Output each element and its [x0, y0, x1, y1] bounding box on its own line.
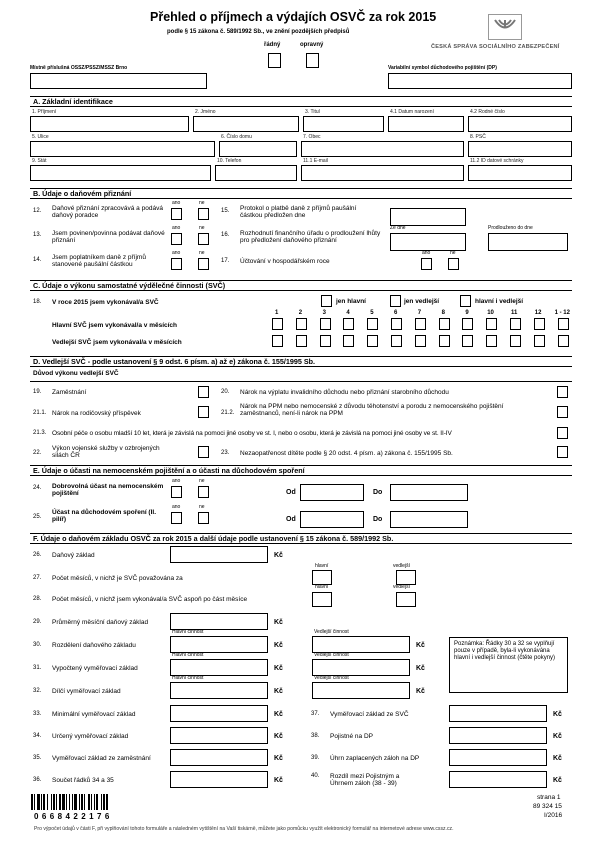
r36-field[interactable] [170, 771, 268, 788]
r22-checkbox[interactable] [198, 446, 209, 458]
r12-no-label: ne [199, 200, 205, 206]
form-subtitle: podle § 15 zákona č. 589/1992 Sb., ve znění pozdějších předpisů [167, 29, 350, 35]
r24-yes-checkbox[interactable] [171, 486, 182, 498]
r39-text: Úhrn zaplacených záloh na DP [330, 755, 420, 762]
r13-text: Jsem povinen/povinna podávat daňové přiznání [52, 230, 165, 245]
r37-text: Vyměřovací základ ze SVČ [330, 711, 409, 718]
r30-secondary-field[interactable] [312, 636, 410, 653]
r34-currency: Kč [274, 733, 283, 740]
r20-number: 20. [221, 389, 230, 395]
first-name-label: 2. Jméno [195, 109, 216, 115]
r40-number: 40. [311, 773, 320, 779]
section-c-header: C. Údaje o výkonu samostatné výdělečné činnosti (SVČ) [30, 280, 572, 291]
r29-text: Průměrný měsíční daňový základ [52, 619, 149, 626]
r26-currency: Kč [274, 552, 283, 559]
main-month-checkbox[interactable] [558, 318, 569, 330]
r30-main-field[interactable] [170, 636, 268, 653]
r25-number: 25. [33, 514, 42, 520]
r33-text: Minimální vyměřovací základ [52, 711, 136, 718]
month-label: 1 - 12 [554, 310, 570, 316]
r24-yes-label: ano [172, 478, 181, 484]
r211-text: Nárok na rodičovský příspěvek [52, 410, 141, 417]
r14-text: Jsem poplatníkem daně z příjmů stanovené paušální částkou [52, 254, 146, 269]
main-month-checkbox[interactable] [415, 318, 426, 330]
r213-checkbox[interactable] [557, 427, 568, 439]
r28-text: Počet měsíců, v nichž jsem vykonával/a SVČ aspoň po část měsíce [52, 596, 248, 603]
r14-no-checkbox[interactable] [198, 258, 209, 270]
r39-number: 39. [311, 755, 320, 761]
r12-no-checkbox[interactable] [198, 208, 209, 220]
r16-number: 16. [221, 232, 230, 238]
r13-no-label: ne [199, 225, 205, 231]
regular-label: řádný [264, 42, 281, 48]
r30-main-label: Hlavní činnost [172, 629, 204, 635]
main-months-label: Hlavní SVČ jsem vykonával/a v měsících [52, 322, 178, 329]
r16-from-field[interactable] [390, 233, 466, 251]
corrective-checkbox[interactable] [306, 53, 319, 68]
r25-no-checkbox[interactable] [198, 512, 209, 524]
page-number: strana 1 [537, 794, 561, 801]
agency-logo-icon [489, 15, 521, 39]
r212-number: 21.2. [221, 410, 235, 416]
month-label: 3 [322, 310, 326, 316]
r26-number: 26. [33, 552, 42, 558]
r38-number: 38. [311, 733, 320, 739]
r38-field[interactable] [449, 727, 547, 744]
form-edition: I/2016 [544, 812, 563, 819]
secondary-month-checkbox[interactable] [343, 335, 354, 347]
r12-yes-checkbox[interactable] [171, 208, 182, 220]
r213-text: Osobní péče o osobu mladší 10 let, která je závislá na pomoci jiné osoby ve st. I, nebo o osobu, která je závislá na pomoci jiné osoby ve st. II-IV [52, 430, 452, 437]
r25-yes-label: ano [172, 504, 181, 510]
r25-text: Účast na důchodovém spoření (II. pilíř) [52, 509, 157, 524]
surname-field[interactable] [30, 116, 189, 132]
r13-number: 13. [33, 232, 42, 238]
barcode-number: 0 6 6 8 4 2 2 1 7 6 [34, 812, 110, 821]
r27-number: 27. [33, 575, 42, 581]
r34-field[interactable] [170, 727, 268, 744]
section-e-header: E. Údaje o účasti na nemocenském pojištění a o účasti na důchodovém spoření [30, 465, 572, 476]
main-month-checkbox[interactable] [343, 318, 354, 330]
r31-secondary-currency: Kč [416, 665, 425, 672]
r31-secondary-label: Vedlejší činnost [314, 652, 349, 658]
phone-label: 10. Telefon [217, 158, 242, 164]
secondary-month-checkbox[interactable] [391, 335, 402, 347]
r37-number: 37. [311, 711, 320, 717]
r33-currency: Kč [274, 711, 283, 718]
r32-main-label: Hlavní činnost [172, 675, 204, 681]
r22-number: 22. [33, 450, 42, 456]
r24-from-field[interactable] [300, 484, 364, 501]
section-d-header: D. Vedlejší SVČ - podle ustanovení § 9 odst. 6 písm. a) až e) zákona č. 155/1995 Sb. [30, 356, 572, 367]
birth-date-label: 4.1 Datum narození [390, 109, 434, 115]
postcode-field[interactable] [468, 141, 572, 157]
r37-field[interactable] [449, 705, 547, 722]
birth-number-field[interactable] [468, 116, 572, 132]
month-label: 1 [275, 310, 279, 316]
r25-to-field[interactable] [390, 511, 468, 528]
r17-no-label: ne [450, 250, 456, 256]
r18-text: V roce 2015 jsem vykonával/a SVČ [52, 299, 159, 306]
r32-secondary-currency: Kč [416, 688, 425, 695]
month-label: 4 [346, 310, 350, 316]
variable-symbol-field[interactable] [388, 73, 572, 89]
r26-text: Daňový základ [52, 552, 95, 559]
email-field[interactable] [301, 165, 464, 181]
main-month-checkbox[interactable] [320, 318, 331, 330]
r28-secondary-field[interactable] [396, 592, 416, 607]
local-office-field[interactable] [30, 73, 207, 89]
r27-secondary-label: vedlejší [393, 563, 410, 569]
r24-text: Dobrovolná účast na nemocenském pojištění [52, 483, 164, 498]
secondary-month-checkbox[interactable] [510, 335, 521, 347]
r29-number: 29. [33, 619, 42, 625]
r211-number: 21.1. [33, 410, 47, 416]
r28-number: 28. [33, 596, 42, 602]
r40-text: Rozdíl mezi Pojistným a Úhrnem záloh (38 - 39) [330, 773, 400, 788]
r35-field[interactable] [170, 749, 268, 766]
r28-secondary-label: vedlejší [393, 584, 410, 590]
only-secondary-label: jen vedlejší [404, 298, 440, 305]
first-name-field[interactable] [193, 116, 299, 132]
only-main-label: jen hlavní [336, 298, 366, 305]
r28-main-label: hlavní [315, 584, 329, 590]
regular-checkbox[interactable] [268, 53, 281, 68]
secondary-months-label: Vedlejší SVČ jsem vykonával/a v měsících [52, 339, 182, 346]
r31-number: 31. [33, 665, 42, 671]
secondary-month-checkbox[interactable] [415, 335, 426, 347]
r36-text: Součet řádků 34 a 35 [52, 777, 114, 784]
month-label: 10 [487, 310, 494, 316]
country-field[interactable] [30, 165, 211, 181]
r16-from-label: Ze dne [390, 225, 406, 231]
r212-checkbox[interactable] [557, 406, 568, 418]
degree-field[interactable] [303, 116, 384, 132]
secondary-month-checkbox[interactable] [486, 335, 497, 347]
secondary-month-checkbox[interactable] [272, 335, 283, 347]
local-office-label: Místně příslušná OSSZ/PSSZ/MSSZ Brno [30, 65, 128, 71]
r27-secondary-field[interactable] [396, 570, 416, 585]
form-title: Přehled o příjmech a výdajích OSVČ za rok 2015 [150, 10, 437, 24]
r25-from-field[interactable] [300, 511, 364, 528]
main-and-secondary-checkbox[interactable] [460, 295, 471, 307]
main-month-checkbox[interactable] [391, 318, 402, 330]
month-label: 2 [298, 310, 303, 316]
r17-text: Účtování v hospodářském roce [240, 258, 330, 265]
r34-text: Určený vyměřovací základ [52, 733, 129, 740]
r12-text: Daňové přiznání zpracovává a podává daňový poradce [52, 205, 163, 220]
r40-currency: Kč [553, 777, 562, 784]
month-label: 9 [465, 310, 469, 316]
r30-text: Rozdělení daňového základu [52, 642, 136, 649]
r31-main-field[interactable] [170, 659, 268, 676]
r213-number: 21.3. [33, 430, 47, 436]
r24-number: 24. [33, 485, 42, 491]
r32-main-currency: Kč [274, 688, 283, 695]
r24-to-label: Do [373, 489, 383, 496]
main-month-checkbox[interactable] [439, 318, 450, 330]
reason-divider [30, 381, 572, 382]
month-label: 6 [394, 310, 398, 316]
r24-from-label: Od [286, 489, 296, 496]
r31-text: Vypočtený vyměřovací základ [52, 665, 138, 672]
r35-currency: Kč [274, 755, 283, 762]
r20-checkbox[interactable] [557, 386, 568, 398]
r212-text: Nárok na PPM nebo nemocenské z důvodu těhotenství a porodu z nemocenského pojištění zaměstnanců, není-li nárok na PPM [240, 403, 504, 418]
r15-text: Protokol o platbě daně z příjmů paušální částkou předložen dne [240, 205, 357, 220]
main-and-secondary-label: hlavní i vedlejší [475, 298, 524, 305]
r211-checkbox[interactable] [198, 406, 209, 418]
r17-number: 17. [221, 258, 230, 264]
surname-label: 1. Příjmení [32, 109, 57, 115]
r17-yes-label: ano [422, 250, 431, 256]
databox-label: 11.2 ID datové schránky [470, 158, 524, 164]
r25-to-label: Do [373, 516, 383, 523]
city-label: 7. Obec [303, 134, 321, 140]
note-box [449, 637, 568, 693]
r15-date-field[interactable] [390, 208, 466, 226]
r38-currency: Kč [553, 733, 562, 740]
degree-label: 3. Titul [305, 109, 320, 115]
section-f-header: F. Údaje o daňovém základu OSVČ za rok 2015 a další údaje podle ustanovení § 15 zákona č. 589/1992 Sb. [30, 533, 572, 544]
r13-yes-label: ano [172, 225, 181, 231]
databox-field[interactable] [468, 165, 572, 181]
footer-notice: Pro výpočet údajů v části F, při vyplňování tohoto formuláře a následném vytištění na Vaší tiskárně, můžete jako pomůcku využít elektronický formulář na internetové adrese www.cssz.cz. [34, 826, 454, 832]
postcode-label: 8. PSČ [470, 134, 486, 140]
phone-field[interactable] [215, 165, 297, 181]
city-field[interactable] [301, 141, 464, 157]
variable-symbol-label: Variabilní symbol důchodového pojištění (DP) [388, 65, 497, 71]
r39-currency: Kč [553, 755, 562, 762]
r31-main-label: Hlavní činnost [172, 652, 204, 658]
main-month-checkbox[interactable] [296, 318, 307, 330]
r23-number: 23. [221, 450, 230, 456]
r35-number: 35. [33, 755, 42, 761]
r23-text: Nezaopatřenost dítěte podle § 20 odst. 4 písm. a) zákona č. 155/1995 Sb. [240, 450, 453, 457]
r29-field[interactable] [170, 613, 268, 630]
r23-checkbox[interactable] [557, 446, 568, 458]
r15-number: 15. [221, 208, 230, 214]
r32-number: 32. [33, 688, 42, 694]
secondary-month-checkbox[interactable] [558, 335, 569, 347]
agency-logo [488, 14, 522, 40]
main-month-checkbox[interactable] [486, 318, 497, 330]
secondary-month-checkbox[interactable] [296, 335, 307, 347]
r27-main-label: hlavní [315, 563, 329, 569]
month-label: 7 [417, 310, 422, 316]
secondary-month-checkbox[interactable] [320, 335, 331, 347]
r14-number: 14. [33, 257, 42, 263]
main-month-checkbox[interactable] [272, 318, 283, 330]
r30-number: 30. [33, 642, 42, 648]
secondary-month-checkbox[interactable] [439, 335, 450, 347]
r25-from-label: Od [286, 516, 296, 523]
r27-main-field[interactable] [312, 570, 332, 585]
r40-field[interactable] [449, 771, 547, 788]
r33-number: 33. [33, 711, 42, 717]
r33-field[interactable] [170, 705, 268, 722]
street-label: 5. Ulice [32, 134, 49, 140]
main-month-checkbox[interactable] [367, 318, 378, 330]
month-label: 8 [441, 310, 445, 316]
r17-no-checkbox[interactable] [448, 258, 459, 270]
house-number-field[interactable] [219, 141, 297, 157]
r28-main-field[interactable] [312, 592, 332, 607]
r22-text: Výkon vojenské služby v ozbrojených silách ČR [52, 445, 160, 460]
secondary-month-checkbox[interactable] [462, 335, 473, 347]
r32-main-field[interactable] [170, 682, 268, 699]
r17-yes-checkbox[interactable] [421, 258, 432, 270]
r34-number: 34. [33, 733, 42, 739]
r30-secondary-label: Vedlejší činnost [314, 629, 349, 635]
birth-date-field[interactable] [388, 116, 464, 132]
barcode [31, 794, 143, 810]
country-label: 9. Stát [32, 158, 47, 164]
section-b-header: B. Údaje o daňovém přiznání [30, 188, 572, 199]
form-code: 89 324 15 [533, 803, 562, 810]
street-field[interactable] [30, 141, 215, 157]
r16-text: Rozhodnutí finančního úřadu o prodloužení lhůty pro předložení daňového přiznání [240, 230, 381, 245]
r25-no-label: ne [199, 504, 205, 510]
reason-subheader: Důvod výkonu vedlejší SVČ [33, 370, 119, 377]
main-month-checkbox[interactable] [510, 318, 521, 330]
r18-number: 18. [33, 299, 42, 305]
corrective-label: opravný [300, 42, 324, 48]
main-month-checkbox[interactable] [534, 318, 545, 330]
r31-secondary-field[interactable] [312, 659, 410, 676]
r13-no-checkbox[interactable] [198, 233, 209, 245]
email-label: 11.1 E-mail [303, 158, 328, 164]
r14-yes-label: ano [172, 250, 181, 256]
r25-yes-checkbox[interactable] [171, 512, 182, 524]
r39-field[interactable] [449, 749, 547, 766]
month-label: 5 [370, 310, 374, 316]
r29-currency: Kč [274, 619, 283, 626]
r32-secondary-label: Vedlejší činnost [314, 675, 349, 681]
r35-text: Vyměřovací základ ze zaměstnání [52, 755, 151, 762]
r36-number: 36. [33, 777, 42, 783]
section-a-header: A. Základní identifikace [30, 96, 572, 107]
secondary-month-checkbox[interactable] [534, 335, 545, 347]
r32-text: Dílčí vyměřovací základ [52, 688, 121, 695]
only-secondary-checkbox[interactable] [390, 295, 401, 307]
birth-number-label: 4.2 Rodné číslo [470, 109, 505, 115]
month-label: 12 [534, 310, 542, 316]
r26-field[interactable] [170, 546, 268, 563]
secondary-month-checkbox[interactable] [367, 335, 378, 347]
r20-text: Nárok na výplatu invalidního důchodu nebo přiznání starobního důchodu [240, 389, 449, 396]
r24-no-label: ne [199, 478, 205, 484]
r24-to-field[interactable] [390, 484, 468, 501]
r19-text: Zaměstnání [52, 389, 87, 396]
r12-number: 12. [33, 208, 42, 214]
house-number-label: 6. Číslo domu [221, 134, 252, 140]
r19-checkbox[interactable] [198, 386, 209, 398]
r27-text: Počet měsíců, v nichž je SVČ považována za [52, 575, 183, 582]
r12-yes-label: ano [172, 200, 181, 206]
r13-yes-checkbox[interactable] [171, 233, 182, 245]
r16-extended-field[interactable] [488, 233, 568, 251]
r30-secondary-currency: Kč [416, 642, 425, 649]
r37-currency: Kč [553, 711, 562, 718]
r14-yes-checkbox[interactable] [171, 258, 182, 270]
r36-currency: Kč [274, 777, 283, 784]
r31-main-currency: Kč [274, 665, 283, 672]
r19-number: 19. [33, 389, 42, 395]
note-text: Poznámka: Řádky 30 a 32 se vyplňují pouze v případě, byla-li vykonávána hlavní i vedlejší činnost (čtěte pokyny) [454, 641, 556, 662]
month-label: 11 [511, 310, 518, 316]
r32-secondary-field[interactable] [312, 682, 410, 699]
r30-main-currency: Kč [274, 642, 283, 649]
r16-extended-label: Prodlouženo do dne [488, 225, 533, 231]
r14-no-label: ne [199, 250, 205, 256]
only-main-checkbox[interactable] [321, 295, 332, 307]
agency-name: ČESKÁ SPRÁVA SOCIÁLNÍHO ZABEZPEČENÍ [431, 44, 560, 50]
main-month-checkbox[interactable] [462, 318, 473, 330]
r24-no-checkbox[interactable] [198, 486, 209, 498]
r38-text: Pojistné na DP [330, 733, 373, 740]
